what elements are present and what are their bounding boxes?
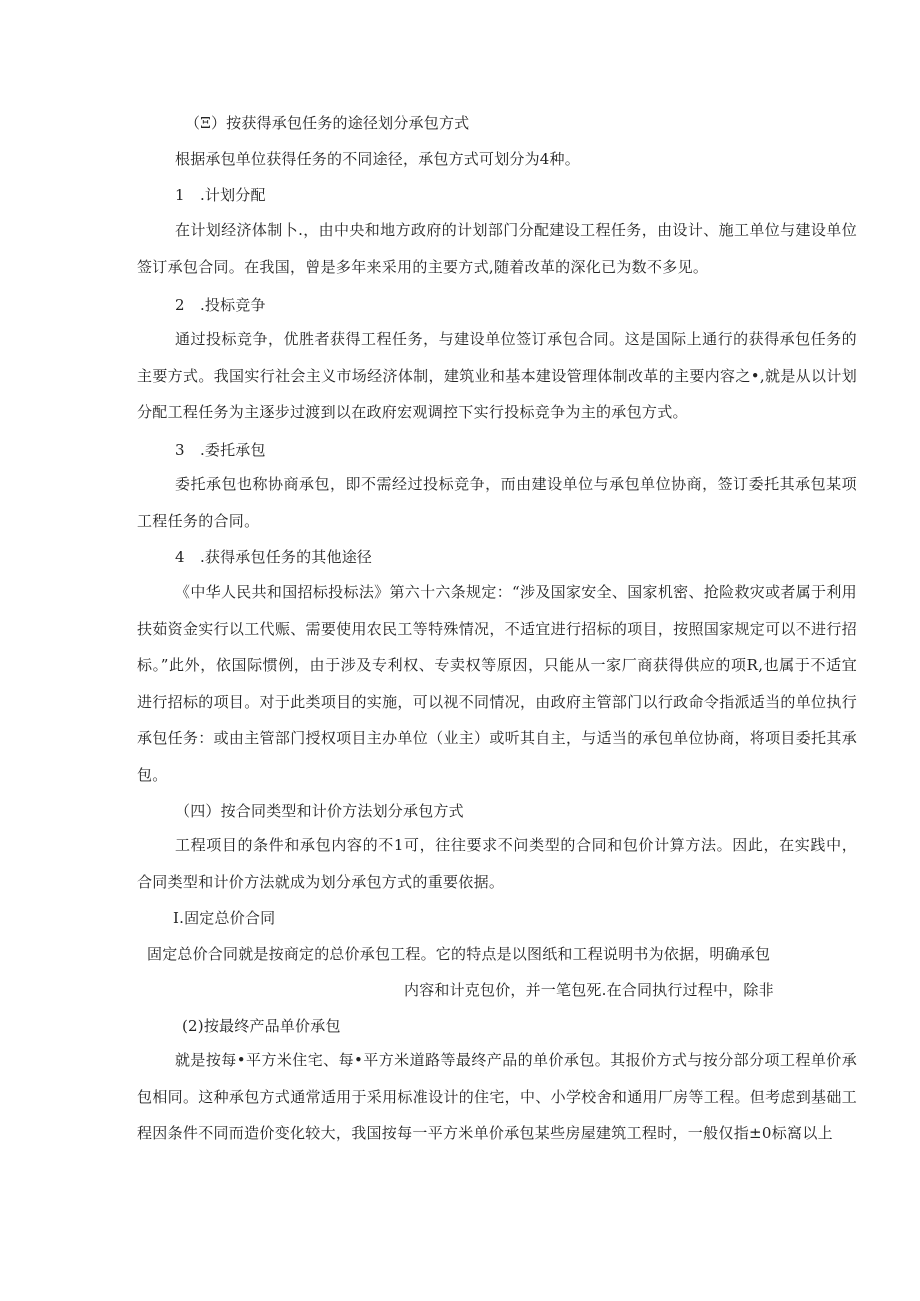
subheading-4: 4 .获得承包任务的其他途径 — [175, 548, 373, 566]
paragraph-7-text: 就是按每•平方米住宅、每•平方米道路等最终产品的单价承包。其报价方式与按分部分项工程单价承包相同。这种承包方式通常适用于采用标准设计的住宅，中、小学校舍和通用厂房等工程。但考虑到基础工程因条件不同而造价变化较大，我国按每一平方米单价承包某些房屋建筑工程时，一般仅指±0标窩以上 — [137, 1051, 857, 1142]
paragraph-2 — [137, 321, 857, 431]
section-heading-4: （四）按合同类型和计价方法划分承包方式 — [175, 802, 464, 820]
paragraph-3 — [137, 466, 857, 539]
paragraph-1 — [137, 212, 857, 285]
paragraph-5 — [137, 827, 857, 900]
section-intro: 根据承包单位获得任务的不同途径，承包方式可划分为4种。 — [175, 150, 580, 168]
subheading-1: 1 .计划分配 — [175, 186, 266, 204]
paragraph-5-text: 工程项目的条件和承包内容的不1可，往往要求不问类型的合同和包价计算方法。因此，在实践中，合同类型和计价方法就成为划分承包方式的重要依据。 — [137, 836, 857, 891]
paragraph-3-text: 委托承包也称协商承包，即不需经过投标竞争，而由建设单位与承包单位协商，签订委托其承包某项工程任务的合同。 — [137, 475, 857, 530]
paragraph-4 — [137, 574, 857, 793]
paragraph-7 — [137, 1042, 857, 1152]
paragraph-6-line-2: 内容和计克包价，并一笔包死.在合同执行过程中，除非 — [404, 981, 774, 999]
paragraph-6-line-1: 固定总价合同就是按商定的总价承包工程。它的特点是以图纸和工程说明书为依据，明确承包 — [147, 945, 771, 963]
subheading-5: I.固定总价合同 — [173, 909, 276, 927]
paragraph-1-text: 在计划经济体制卜.，由中央和地方政府的计划部门分配建设工程任务，由设计、施工单位与建设单位签订承包合同。在我国，曾是多年来采用的主要方式,随着改革的深化已为数不多见。 — [137, 221, 857, 276]
subheading-2: 2 .投标竞争 — [175, 296, 266, 314]
section-heading-3: （Ξ）按获得承包任务的途径划分承包方式 — [185, 114, 470, 132]
paragraph-2-text: 通过投标竞争，优胜者获得工程任务，与建设单位签订承包合同。这是国际上通行的获得承包任务的主要方式。我国实行社会主义市场经济体制，建筑业和基本建设管理体制改革的主要内容之•,就是从以计划分配工程任务为主逐步过渡到以在政府宏观调控下实行投标竞争为主的承包方式。 — [137, 330, 857, 421]
subheading-6: (2)按最终产品单价承包 — [182, 1017, 341, 1035]
paragraph-4-text: 《中华人民共和国招标投标法》第六十六条规定：“涉及国家安全、国家机密、抢险救灾或者属于利用扶茹资金实行以工代赈、需要使用农民工等特殊情况，不适宜进行招标的项目，按照国家规定可以不进行招标。”此外，依国际惯例，由于涉及专利权、专卖权等原因，只能从一家厂商获得供应的项R,也属于不适宜进行招标的项目。对于此类项目的实施，可以视不同情况，由政府主管部门以行政命令指派适当的单位执行承包任务：或由主管部门授权项目主办单位（业主）或听其自主，与适当的承包单位协商，将项目委托其承包。 — [137, 583, 857, 784]
subheading-3: 3 .委托承包 — [175, 441, 266, 459]
